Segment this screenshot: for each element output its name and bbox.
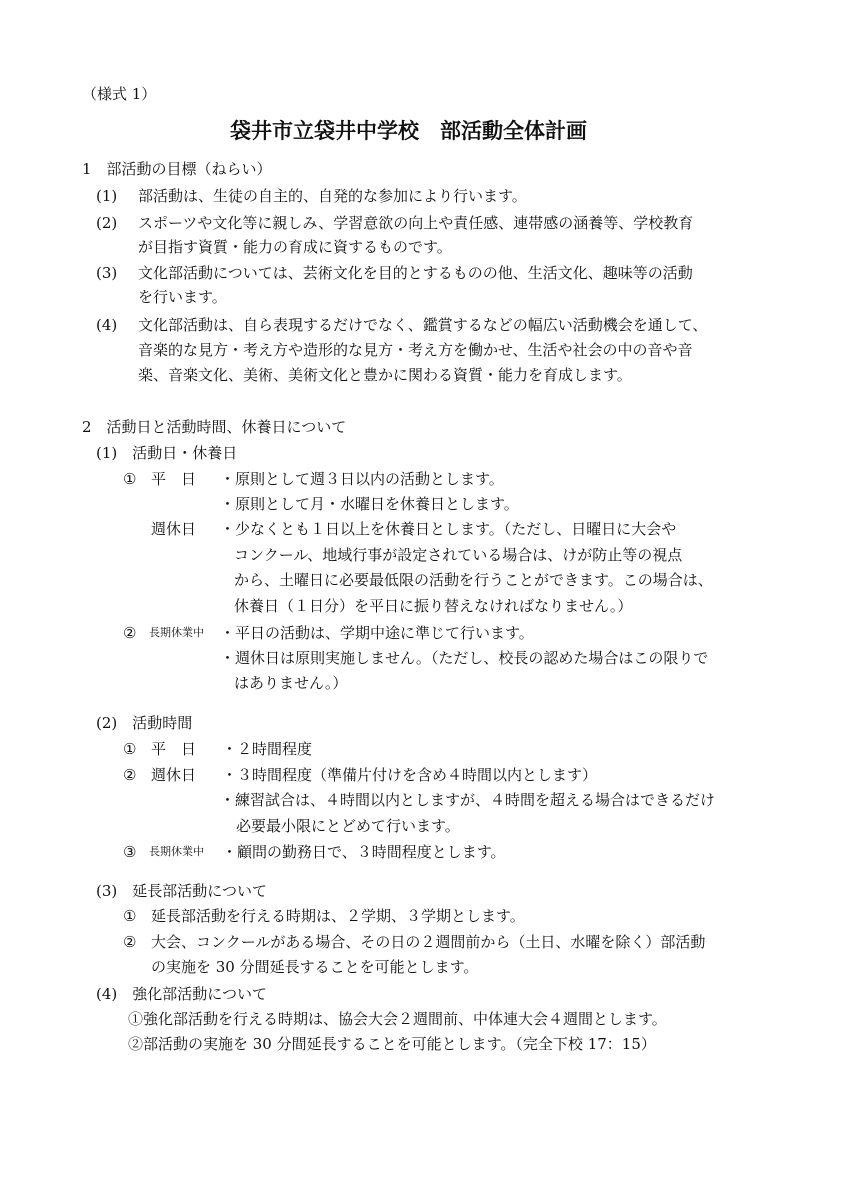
s2-sub2-heijitsu-text: ・２時間程度	[222, 740, 313, 758]
s1-item-2-num: (2)	[96, 214, 118, 232]
s2-sub2-circle-1: ①	[123, 740, 137, 758]
section-1-heading: 1 部活動の目標（ねらい）	[82, 160, 272, 178]
s1-item-1-num: (1)	[96, 187, 118, 205]
page-title: 袋井市立袋井中学校 部活動全体計画	[230, 119, 587, 143]
s1-item-3-line-2: を行います。	[138, 288, 227, 306]
section-2-heading: 2 活動日と活動時間、休養日について	[82, 418, 347, 436]
s2-sub4-line-2: ②部活動の実施を 30 分間延長することを可能とします。（完全下校 17：15）	[128, 1035, 656, 1053]
s2-sub3-item-1-line-1: 延長部活動を行える時期は、２学期、３学期とします。	[151, 907, 525, 925]
s2-sub2-heijitsu-label: 平 日	[151, 740, 197, 758]
s2-sub1-choki-line-2: ・週休日は原則実施しません。（ただし、校長の認めた場合はこの限りで	[220, 649, 709, 667]
s2-sub2-shukyu-line-2: ・練習試合は、４時間以内としますが、４時間を超える場合はできるだけ	[220, 791, 716, 809]
s2-sub1-choki-line-1: ・平日の活動は、学期中途に準じて行います。	[220, 624, 534, 642]
s2-sub1-choki-line-3: はありません。）	[234, 674, 348, 692]
s2-sub1-shukyu-line-3: から、土曜日に必要最低限の活動を行うことができます。この場合は、	[234, 571, 713, 589]
s2-sub1-label: (1) 活動日・休養日	[96, 444, 238, 462]
s2-sub2-shukyu-line-3: 必要最小限にとどめて行います。	[236, 817, 460, 835]
s2-sub1-shukyu-line-1: ・少なくとも１日以上を休養日とします。（ただし、日曜日に大会や	[220, 520, 677, 538]
s2-sub1-shukyu-line-2: コンクール、地域行事が設定されている場合は、けが防止等の視点	[234, 546, 683, 564]
s2-sub2-shukyu-label: 週休日	[151, 766, 197, 784]
s2-sub1-choki-label: 長期休業中	[149, 626, 204, 639]
s2-sub1-shukyu-line-4: 休養日（１日分）を平日に振り替えなければなりません。）	[234, 597, 633, 615]
s1-item-2-line-2: が目指す資質・能力の育成に資するものです。	[138, 238, 452, 256]
s2-sub3-item-2-line-2: の実施を 30 分間延長することを可能とします。	[151, 958, 479, 976]
s1-item-1-line-1: 部活動は、生徒の自主的、自発的な参加により行います。	[138, 187, 527, 205]
s2-sub3-item-1-num: ①	[123, 907, 137, 925]
s2-sub2-circle-3: ③	[123, 843, 137, 861]
s2-sub1-shukyu-label: 週休日	[151, 520, 197, 538]
s1-item-2-line-1: スポーツや文化等に親しみ、学習意欲の向上や責任感、連帯感の涵養等、学校教育	[138, 214, 694, 232]
s1-item-3-line-1: 文化部活動については、芸術文化を目的とするものの他、生活文化、趣味等の活動	[138, 264, 693, 282]
s1-item-4-num: (4)	[96, 316, 118, 334]
s2-sub2-shukyu-line-1: ・３時間程度（準備片付けを含め４時間以内とします）	[222, 766, 598, 784]
s2-sub3-item-2-num: ②	[123, 933, 137, 951]
s2-sub2-label: (2) 活動時間	[96, 714, 193, 732]
s1-item-4-line-3: 楽、音楽文化、美術、美術文化と豊かに関わる資質・能力を育成します。	[138, 366, 632, 384]
s2-sub1-heijitsu-line-1: ・原則として週３日以内の活動とします。	[220, 470, 504, 488]
s1-item-3-num: (3)	[96, 264, 118, 282]
s2-sub2-choki-text: ・顧問の勤務日で、３時間程度とします。	[222, 843, 506, 861]
s2-sub2-choki-label: 長期休業中	[149, 845, 204, 858]
s1-item-4-line-2: 音楽的な見方・考え方や造形的な見方・考え方を働かせ、生活や社会の中の音や音	[138, 341, 693, 359]
form-label: （様式 1）	[82, 85, 157, 103]
s2-sub3-label: (3) 延長部活動について	[96, 882, 267, 900]
s2-sub1-heijitsu-label: 平 日	[151, 470, 197, 488]
s1-item-4-line-1: 文化部活動は、自ら表現するだけでなく、鑑賞するなどの幅広い活動機会を通して、	[138, 316, 708, 334]
s2-sub2-circle-2: ②	[123, 766, 137, 784]
s2-sub4-label: (4) 強化部活動について	[96, 985, 267, 1003]
s2-sub1-heijitsu-line-2: ・原則として月・水曜日を休養日とします。	[220, 495, 519, 513]
s2-sub1-circle-2: ②	[123, 624, 137, 642]
s2-sub1-circle-1: ①	[123, 470, 137, 488]
s2-sub3-item-2-line-1: 大会、コンクールがある場合、その日の２週間前から（土日、水曜を除く）部活動	[151, 933, 706, 951]
s2-sub4-line-1: ①強化部活動を行える時期は、協会大会２週間前、中体連大会４週間とします。	[128, 1010, 667, 1028]
